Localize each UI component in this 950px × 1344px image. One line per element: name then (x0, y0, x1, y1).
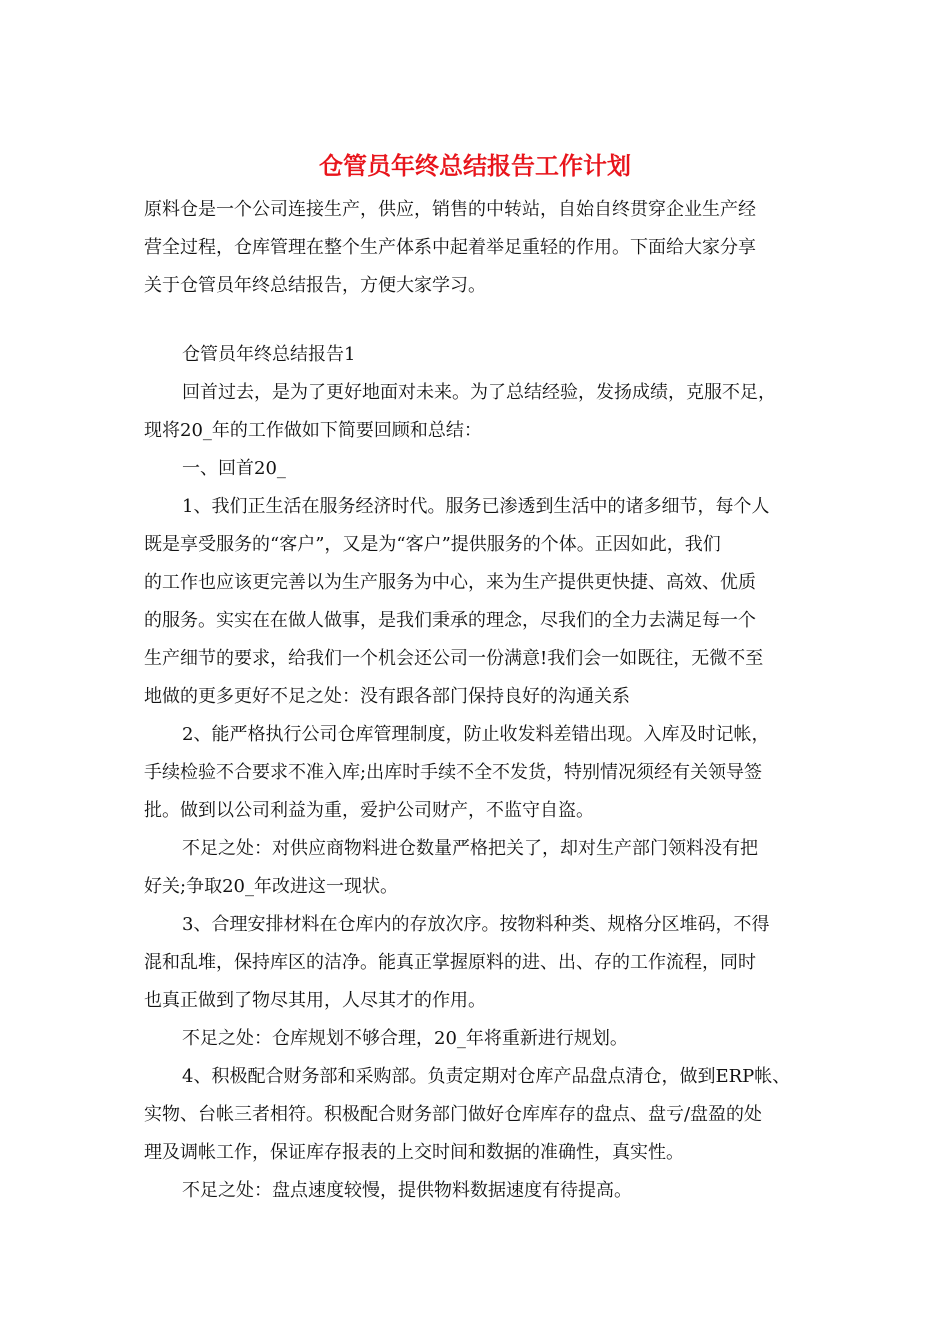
intro-line-1: 原料仓是一个公司连接生产，供应，销售的中转站，自始自终贯穿企业生产经 (144, 199, 756, 220)
section-heading-report-1: 仓管员年终总结报告1 (182, 344, 356, 365)
paragraph-line: 混和乱堆，保持库区的洁净。能真正掌握原料的进、出、存的工作流程，同时 (144, 952, 756, 973)
paragraph-line: 地做的更多更好不足之处：没有跟各部门保持良好的沟通关系 (144, 686, 630, 707)
paragraph-line: 现将20_年的工作做如下简要回顾和总结： (144, 420, 482, 441)
paragraph-line: 2、能严格执行公司仓库管理制度，防止收发料差错出现。入库及时记帐， (182, 724, 770, 745)
paragraph-line: 也真正做到了物尽其用，人尽其才的作用。 (144, 990, 486, 1011)
document-title: 仓管员年终总结报告工作计划 (319, 151, 631, 180)
paragraph-line: 1、我们正生活在服务经济时代。服务已渗透到生活中的诸多细节，每个人 (182, 496, 770, 517)
paragraph-line: 的服务。实实在在做人做事，是我们秉承的理念，尽我们的全力去满足每一个 (144, 610, 756, 631)
paragraph-line: 手续检验不合要求不准入库;出库时手续不全不发货，特别情况须经有关领导签 (144, 762, 763, 783)
paragraph-line: 4、积极配合财务部和采购部。负责定期对仓库产品盘点清仓，做到ERP帐、 (182, 1066, 791, 1087)
paragraph-line: 的工作也应该更完善以为生产服务为中心，来为生产提供更快捷、高效、优质 (144, 572, 756, 593)
intro-line-2: 营全过程，仓库管理在整个生产体系中起着举足重轻的作用。下面给大家分享 (144, 237, 756, 258)
paragraph-line: 既是享受服务的“客户”，又是为“客户”提供服务的个体。正因如此，我们 (144, 534, 721, 555)
paragraph-line: 批。做到以公司利益为重，爱护公司财产，不监守自盗。 (144, 800, 594, 821)
paragraph-line: 3、合理安排材料在仓库内的存放次序。按物料种类、规格分区堆码，不得 (182, 914, 770, 935)
paragraph-line: 不足之处：盘点速度较慢，提供物料数据速度有待提高。 (182, 1180, 632, 1201)
paragraph-line: 不足之处：对供应商物料进仓数量严格把关了，却对生产部门领料没有把 (182, 838, 758, 859)
intro-line-3: 关于仓管员年终总结报告，方便大家学习。 (144, 275, 486, 296)
paragraph-line: 生产细节的要求，给我们一个机会还公司一份满意!我们会一如既往，无微不至 (144, 648, 764, 669)
paragraph-line: 不足之处：仓库规划不够合理，20_年将重新进行规划。 (182, 1028, 628, 1049)
paragraph-line: 理及调帐工作，保证库存报表的上交时间和数据的准确性，真实性。 (144, 1142, 684, 1163)
paragraph-line: 好关;争取20_年改进这一现状。 (144, 876, 398, 897)
subsection-heading: 一、回首20_ (182, 458, 286, 479)
paragraph-line: 实物、台帐三者相符。积极配合财务部门做好仓库库存的盘点、盘亏/盘盈的处 (144, 1104, 763, 1125)
paragraph-line: 回首过去，是为了更好地面对未来。为了总结经验，发扬成绩，克服不足， (182, 382, 776, 403)
